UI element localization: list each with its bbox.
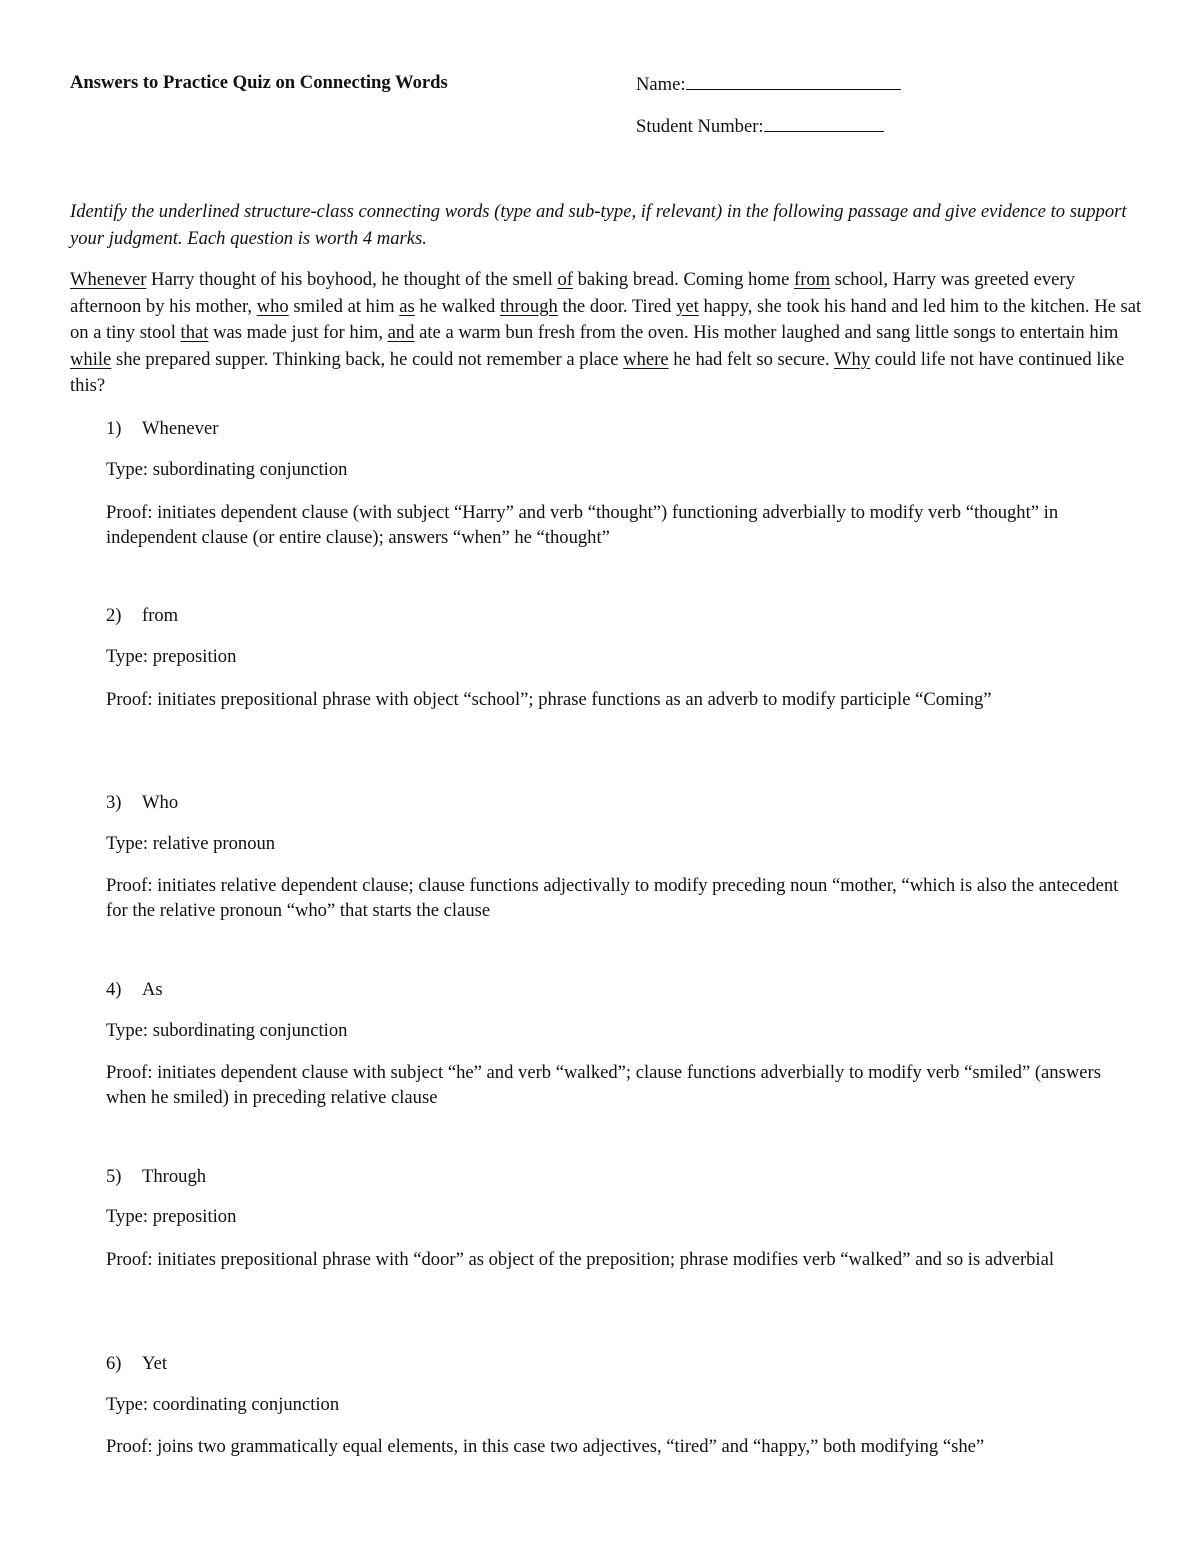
page-title: Answers to Practice Quiz on Connecting Words [70, 72, 448, 93]
question-heading [106, 605, 178, 627]
underlined-connecting-word: who [256, 295, 289, 317]
question-proof: Proof: joins two grammatically equal elements, in this case two adjectives, “tired” and “happy,” both modifying “she” [106, 1436, 985, 1457]
underlined-connecting-word: Why [834, 348, 871, 370]
underlined-connecting-word: where [623, 348, 669, 370]
underlined-connecting-word: while [70, 348, 112, 370]
passage-text: Harry thought of his boyhood, he thought of the smell [146, 269, 558, 290]
passage-text: the door. Tired [557, 295, 677, 317]
underlined-connecting-word: through [499, 295, 558, 317]
underlined-connecting-word: as [399, 295, 415, 317]
question-word: As [142, 979, 163, 1000]
underlined-connecting-word: yet [676, 295, 699, 317]
student-number-field [636, 114, 884, 138]
question-number: 4) [106, 979, 122, 1000]
name-blank-line [686, 72, 901, 90]
passage-text: was made just for him, [208, 322, 388, 343]
question-type: Type: coordinating conjunction [106, 1394, 340, 1415]
question-number: 1) [106, 418, 122, 439]
underlined-connecting-word: of [557, 269, 573, 290]
question-heading [106, 979, 163, 1001]
passage-text: she prepared supper. Thinking back, he could not remember a place [111, 348, 624, 370]
passage-text: happy, she took his hand and led him to the kitchen. He sat on a tiny stool [70, 295, 1142, 343]
question-type: Type: preposition [106, 1206, 237, 1227]
question-number: 3) [106, 792, 122, 813]
question-type: Type: preposition [106, 646, 237, 667]
question-proof: Proof: initiates dependent clause with subject “he” and verb “walked”; clause functions adverbially to modify verb “smiled” (answers when he smiled) in preceding relative clause [106, 1062, 1101, 1108]
question-number: 5) [106, 1166, 122, 1187]
question-proof: Proof: initiates prepositional phrase with object “school”; phrase functions as an adverb to modify participle “Coming” [106, 689, 992, 710]
question-number: 2) [106, 605, 122, 626]
underlined-connecting-word: and [387, 322, 415, 343]
question-word: Yet [142, 1353, 167, 1374]
question-number: 6) [106, 1353, 122, 1374]
passage-text: baking bread. Coming home [572, 269, 794, 290]
question-type: Type: subordinating conjunction [106, 459, 348, 480]
question-word: Through [142, 1166, 207, 1187]
question-proof: Proof: initiates dependent clause (with subject “Harry” and verb “thought”) functioning adverbially to modify verb “thought” in independent clause (or entire clause); answers “when” he “thought” [106, 502, 1059, 548]
underlined-connecting-word: from [794, 269, 831, 290]
question-type: Type: subordinating conjunction [106, 1020, 348, 1041]
passage-text: ate a warm bun fresh from the oven. His mother laughed and sang little songs to entertain him [414, 322, 1119, 343]
question-proof: Proof: initiates relative dependent clause; clause functions adjectivally to modify preceding noun “mother, “which is also the antecedent for the relative pronoun “who” that starts the clause [106, 875, 1119, 921]
name-label: Name: [636, 74, 686, 95]
passage-text: he walked [414, 295, 500, 317]
question-heading [106, 418, 218, 440]
question-proof: Proof: initiates prepositional phrase with “door” as object of the preposition; phrase modifies verb “walked” and so is adverbial [106, 1249, 1055, 1270]
name-field [636, 72, 901, 96]
passage [70, 267, 1145, 400]
question-heading [106, 792, 178, 814]
question-heading [106, 1353, 167, 1375]
question-word: Whenever [142, 418, 219, 439]
question-word: from [142, 605, 179, 626]
passage-text: smiled at him [288, 295, 400, 317]
question-heading [106, 1166, 206, 1188]
passage-text: he had felt so secure. [668, 348, 834, 370]
passage-text: school, Harry was greeted every afternoon by his mother, [70, 269, 1075, 317]
question-word: Who [142, 792, 179, 813]
passage-text: could life not have continued like this? [70, 348, 1125, 396]
underlined-connecting-word: that [180, 322, 209, 343]
question-type: Type: relative pronoun [106, 833, 276, 854]
instructions: Identify the underlined structure-class connecting words (type and sub-type, if relevant) in the following passage and give evidence to support your judgment. Each question is worth 4 marks. [70, 201, 1127, 249]
student-number-label: Student Number: [636, 116, 764, 137]
underlined-connecting-word: Whenever [70, 269, 147, 290]
student-number-blank-line [764, 114, 884, 132]
